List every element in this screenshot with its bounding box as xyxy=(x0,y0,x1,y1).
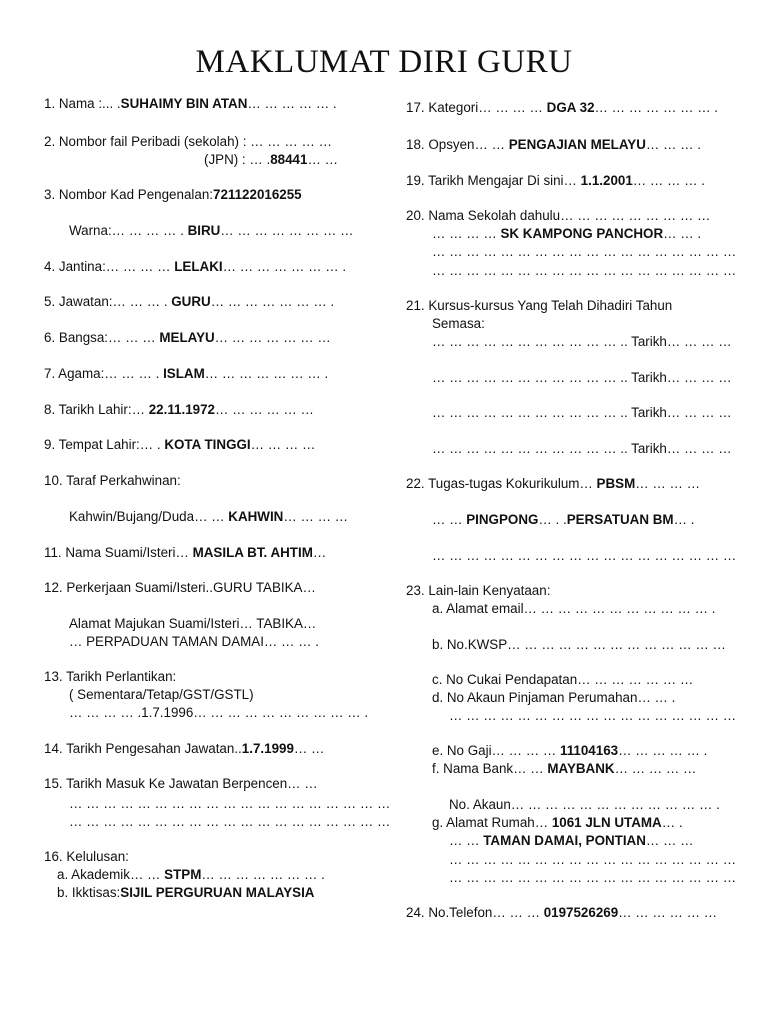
field-label: … … … … … . xyxy=(618,743,708,758)
field-value: 721122016255 xyxy=(213,187,302,202)
form-line xyxy=(449,796,720,813)
field-label: … . xyxy=(673,512,695,527)
field-label: … … … … … … … … … … … .. Tarikh… … … … xyxy=(432,441,732,456)
field-label: … … … … . xyxy=(632,173,705,188)
field-label: … … … … … … … . xyxy=(204,366,329,381)
form-line xyxy=(44,848,129,865)
field-label: … . xyxy=(661,815,683,830)
field-label: … … … … … … … . xyxy=(210,294,335,309)
page-title: MAKLUMAT DIRI GURU xyxy=(195,44,573,80)
field-value: LELAKI xyxy=(174,259,223,274)
field-label: 6. Bangsa:… … … xyxy=(44,330,160,345)
field-label: … … xyxy=(449,833,484,848)
field-value: TAMAN DAMAI, PONTIAN xyxy=(483,833,646,848)
form-line xyxy=(44,668,176,685)
field-label: … … … … … … … … … … … … … … … … … … xyxy=(432,548,737,563)
form-line xyxy=(406,475,700,492)
field-label: 2. Nombor fail Peribadi (sekolah) : … … … … … xyxy=(44,134,332,149)
field-value: KAHWIN xyxy=(228,509,284,524)
field-label: … . . xyxy=(538,512,567,527)
field-label: … … … … … … … . xyxy=(594,100,719,115)
field-label: 23. Lain-lain Kenyataan: xyxy=(406,583,551,598)
form-line xyxy=(69,813,390,830)
field-label: … … xyxy=(293,741,325,756)
form-line xyxy=(44,293,334,310)
form-line xyxy=(432,600,716,617)
form-line xyxy=(432,243,736,260)
form-line xyxy=(44,133,332,150)
field-label: … … … . xyxy=(645,137,701,152)
form-line xyxy=(432,511,694,528)
form-line xyxy=(432,814,683,831)
field-label: 8. Tarikh Lahir:… xyxy=(44,402,149,417)
field-label: 15. Tarikh Masuk Ke Jawatan Berpencen… … xyxy=(44,776,318,791)
field-label: … … … … … … … … … … … … … … … … … … xyxy=(432,263,737,278)
form-line xyxy=(432,547,736,564)
field-label: … … … … … … … … … … … .. Tarikh… … … … xyxy=(432,370,732,385)
form-line xyxy=(432,315,485,332)
field-value: 1061 JLN UTAMA xyxy=(551,815,662,830)
form-line xyxy=(69,795,390,812)
form-line xyxy=(69,508,348,525)
field-label: b. Ikktisas: xyxy=(57,885,121,900)
form-line xyxy=(406,904,717,921)
field-label: ( Sementara/Tetap/GST/GSTL) xyxy=(69,687,254,702)
field-label: 4. Jantina:… … … … xyxy=(44,259,175,274)
field-label: … … … … xyxy=(283,509,349,524)
field-label: 14. Tarikh Pengesahan Jawatan.. xyxy=(44,741,242,756)
field-value: ISLAM xyxy=(163,366,205,381)
field-label: 9. Tempat Lahir:… . xyxy=(44,437,165,452)
field-label: 24. No.Telefon… … … xyxy=(406,905,544,920)
form-line xyxy=(44,579,316,596)
form-line xyxy=(432,760,696,777)
field-label: … … … … xyxy=(250,437,316,452)
field-label: d. No Akaun Pinjaman Perumahan… … . xyxy=(432,690,676,705)
field-label: … … … … xyxy=(635,476,700,491)
form-line xyxy=(69,222,353,239)
field-label: … … . xyxy=(663,226,702,241)
field-value: PINGPONG xyxy=(466,512,539,527)
form-line xyxy=(44,365,328,382)
form-line xyxy=(432,440,732,457)
field-label: Semasa: xyxy=(432,316,485,331)
form-line xyxy=(44,740,324,757)
field-label: … … … … … … … … … … … … … … … … … xyxy=(449,708,737,723)
form-line xyxy=(432,404,732,421)
form-line xyxy=(406,172,705,189)
field-label: No. Akaun… … … … … … … … … … … … . xyxy=(449,797,720,812)
field-value: SIJIL PERGURUAN MALAYSIA xyxy=(120,885,315,900)
field-label: 13. Tarikh Perlantikan: xyxy=(44,669,177,684)
field-label: … … … … … … … … … … … … … … … … … … … xyxy=(69,814,391,829)
field-label: Warna:… … … … . xyxy=(69,223,188,238)
field-label: … … … … … … … … xyxy=(220,223,354,238)
field-label: … … … … … … … … … … … … … … … … … … … xyxy=(69,796,391,811)
form-line xyxy=(432,225,701,242)
field-label: 17. Kategori… … … … xyxy=(406,100,547,115)
form-line xyxy=(406,297,672,314)
field-value: 88441 xyxy=(270,152,308,167)
field-label: … … … … … . xyxy=(247,96,337,111)
form-line xyxy=(204,151,338,168)
field-label: Kahwin/Bujang/Duda… … xyxy=(69,509,229,524)
field-value: GURU xyxy=(171,294,211,309)
form-line xyxy=(449,851,736,868)
form-line xyxy=(44,95,337,112)
field-label: 19. Tarikh Mengajar Di sini… xyxy=(406,173,581,188)
form-line xyxy=(57,866,325,883)
form-line xyxy=(69,686,254,703)
field-label: 5. Jawatan:… … … . xyxy=(44,294,172,309)
field-label: … … … … … … xyxy=(214,402,314,417)
field-label: (JPN) : … . xyxy=(204,152,271,167)
field-value: SUHAIMY BIN ATAN xyxy=(120,96,248,111)
form-line xyxy=(432,262,736,279)
field-label: 16. Kelulusan: xyxy=(44,849,129,864)
form-line xyxy=(432,671,693,688)
form-line xyxy=(69,633,319,650)
field-label: e. No Gaji… … … … xyxy=(432,743,560,758)
field-value: MELAYU xyxy=(159,330,215,345)
field-label: … … … … … … … … … … … .. Tarikh… … … … xyxy=(432,334,732,349)
field-label: … … … … … … xyxy=(618,905,718,920)
form-line xyxy=(69,704,368,721)
field-label: a. Akademik… … xyxy=(57,867,165,882)
field-label: 21. Kursus-kursus Yang Telah Dihadiri Tahun xyxy=(406,298,673,313)
field-value: STPM xyxy=(164,867,202,882)
field-label: … … … … … … … … … … … … … … … … … … xyxy=(432,244,737,259)
field-value: 0197526269 xyxy=(543,905,619,920)
field-label: … … … … … … … . xyxy=(201,867,325,882)
form-line xyxy=(44,401,314,418)
field-label: f. Nama Bank… … xyxy=(432,761,548,776)
form-line xyxy=(406,582,550,599)
form-line xyxy=(432,369,732,386)
field-value: PENGAJIAN MELAYU xyxy=(508,137,646,152)
form-line xyxy=(69,615,316,632)
field-label: 18. Opsyen… … xyxy=(406,137,509,152)
field-value: BIRU xyxy=(187,223,221,238)
form-line xyxy=(406,136,701,153)
field-label: 20. Nama Sekolah dahulu… … … … … … … … … xyxy=(406,208,711,223)
form-line xyxy=(449,869,736,886)
field-value: 11104163 xyxy=(559,743,619,758)
field-label: 11. Nama Suami/Isteri… xyxy=(44,545,193,560)
field-label: … … … … … … … . xyxy=(222,259,347,274)
field-value: 1.1.2001 xyxy=(580,173,633,188)
field-label: … … xyxy=(307,152,338,167)
field-label: … … … … … xyxy=(614,761,697,776)
field-value: PBSM xyxy=(596,476,636,491)
field-label: 7. Agama:… … … . xyxy=(44,366,164,381)
form-line xyxy=(57,884,314,901)
form-line xyxy=(44,329,331,346)
form-line xyxy=(44,775,318,792)
form-line xyxy=(44,472,181,489)
form-line xyxy=(449,707,736,724)
field-value: KOTA TINGGI xyxy=(164,437,251,452)
form-line xyxy=(44,186,302,203)
field-value: MASILA BT. AHTIM xyxy=(192,545,313,560)
form-line xyxy=(44,258,346,275)
field-value: SK KAMPONG PANCHOR xyxy=(500,226,664,241)
form-line xyxy=(432,689,675,706)
field-label: … PERPADUAN TAMAN DAMAI… … … . xyxy=(69,634,319,649)
field-label: 12. Perkerjaan Suami/Isteri..GURU TABIKA… xyxy=(44,580,316,595)
field-label: 1. Nama :... . xyxy=(44,96,121,111)
field-label: … … … … … … … … … … … .. Tarikh… … … … xyxy=(432,405,732,420)
field-label: … … … … … … … … … … … … … … … … … xyxy=(449,870,737,885)
field-label: b. No.KWSP… … … … … … … … … … … … … xyxy=(432,637,726,652)
field-label: … … … … … … … xyxy=(214,330,331,345)
form-line xyxy=(406,207,710,224)
form-line xyxy=(44,436,315,453)
field-value: PERSATUAN BM xyxy=(566,512,674,527)
field-label: … … … … xyxy=(432,226,501,241)
field-label: a. Alamat email… … … … … … … … … … … . xyxy=(432,601,716,616)
field-value: 1.7.1999 xyxy=(241,741,294,756)
field-label: … … … xyxy=(645,833,694,848)
form-line xyxy=(432,636,726,653)
field-label: 22. Tugas-tugas Kokurikulum… xyxy=(406,476,597,491)
field-label: g. Alamat Rumah… xyxy=(432,815,552,830)
form-line xyxy=(432,742,707,759)
form-line xyxy=(406,99,718,116)
field-value: DGA 32 xyxy=(546,100,595,115)
field-value: MAYBANK xyxy=(547,761,615,776)
form-line xyxy=(449,832,694,849)
field-label: … xyxy=(312,545,327,560)
field-label: … … … … .1.7.1996… … … … … … … … … … . xyxy=(69,705,369,720)
field-label: 10. Taraf Perkahwinan: xyxy=(44,473,181,488)
field-value: 22.11.1972 xyxy=(148,402,215,417)
form-line xyxy=(432,333,732,350)
form-line xyxy=(44,544,326,561)
field-label: … … … … … … … … … … … … … … … … … xyxy=(449,852,737,867)
field-label: c. No Cukai Pendapatan… … … … … … … xyxy=(432,672,694,687)
field-label: 3. Nombor Kad Pengenalan: xyxy=(44,187,213,202)
field-label: Alamat Majukan Suami/Isteri… TABIKA… xyxy=(69,616,317,631)
field-label: … … xyxy=(432,512,467,527)
